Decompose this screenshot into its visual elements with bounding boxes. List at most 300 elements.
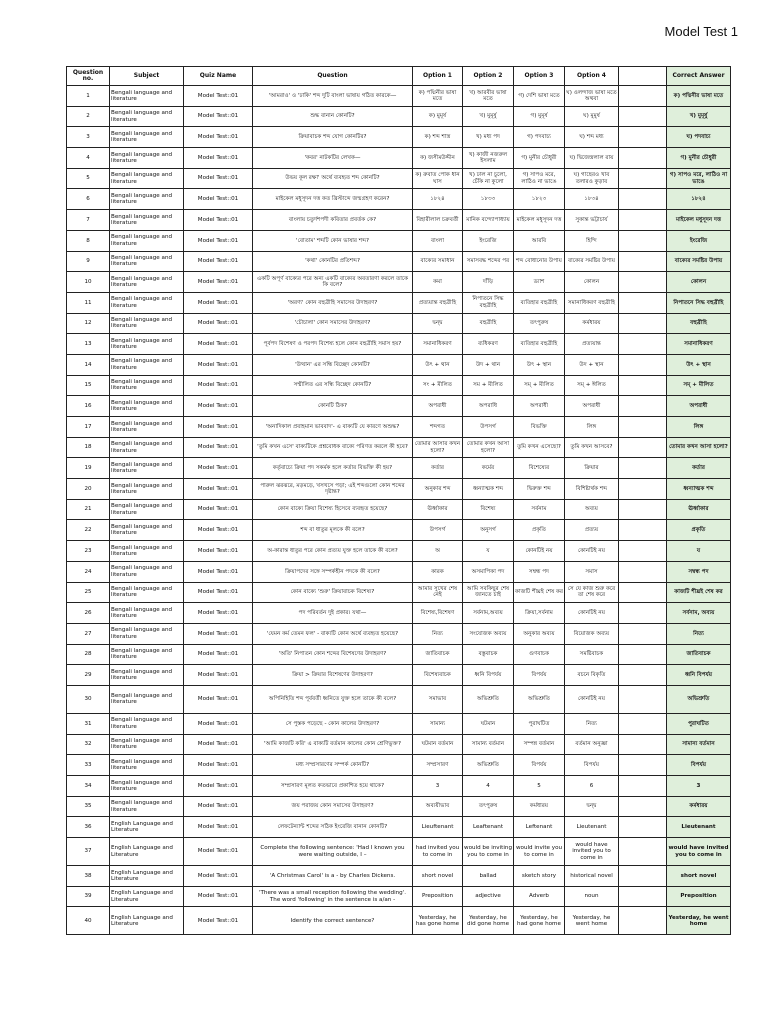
cell-option-3: শব্দ বোধানোর উপায় [514,251,565,272]
cell-question: পূর্বপদ বিশেষণ ও পরপদ বিশেষ্য হলে কোন বহুব্রীহি সমাস হয়? [253,334,413,355]
cell-correct-answer: বাক্যের সমষ্টির উপায় [667,251,731,272]
cell-subject: Bengali language and literature [110,644,184,665]
cell-subject: Bengali language and literature [110,334,184,355]
cell-option-3: ক্রিয়া,সর্বনাম [514,603,565,624]
cell-option-4: বিশিষ্টার্থক শব্দ [565,479,619,500]
header-option-4: Option 4 [565,67,619,86]
question-table [66,66,731,935]
cell-quiz-name: Model Test::01 [184,292,253,313]
table-row [67,127,731,148]
cell-option-4: সে যে কাজ শুরু করে তা শেষ করে [565,582,619,603]
cell-option-2: তৎপুরুষ [463,796,514,817]
cell-subject: Bengali language and literature [110,148,184,169]
cell-option-3: Leftenant [514,817,565,838]
table-row [67,86,731,107]
cell-question: 'আমরাও' ও 'ঢাকি' শব্দ দুটি বাংলা ভাষায় গঠিত কারকে— [253,86,413,107]
cell-option-2: সংযোজক অব্যয় [463,623,514,644]
cell-correct-answer: য [667,541,731,562]
cell-quiz-name: Model Test::01 [184,417,253,438]
cell-question-no: 11 [67,292,110,313]
cell-quiz-name: Model Test::01 [184,168,253,189]
cell-correct-answer: ক) পদ্মিনীর ভাষা মতে [667,86,731,107]
cell-blank [619,796,667,817]
table-row [67,230,731,251]
cell-option-2: বিশেষ্য [463,499,514,520]
table-row [67,685,731,713]
cell-blank [619,86,667,107]
table-row [67,907,731,935]
cell-question: 'বোতাম' শব্দটি কোন ভাষার শব্দ? [253,230,413,251]
cell-option-4: noun [565,886,619,907]
table-row [67,817,731,838]
cell-correct-answer: সর্বনাম, অব্যয় [667,603,731,624]
cell-correct-answer: ঘ) পদবাচ্য [667,127,731,148]
table-row [67,292,731,313]
cell-question: 'There was a small reception following the wedding'. The word 'following' in the sentence is a/an - [253,886,413,907]
cell-question-no: 36 [67,817,110,838]
cell-question: মাইকেল মধুসূদন দত্ত কত খ্রিস্টাব্দে জন্মগ্রহণ করেন? [253,189,413,210]
cell-option-3: গ) মুনীর চৌধুরী [514,148,565,169]
cell-quiz-name: Model Test::01 [184,189,253,210]
cell-option-1: ক) রুবাত পোক ধান ঘাস [413,168,463,189]
cell-option-4: সম্ + ঈলিত [565,375,619,396]
cell-subject: Bengali language and literature [110,685,184,713]
cell-option-2: য [463,541,514,562]
cell-question-no: 37 [67,838,110,866]
cell-quiz-name: Model Test::01 [184,603,253,624]
cell-subject: Bengali language and literature [110,354,184,375]
cell-question: বাংলায় চতুর্দশপদী কবিতার প্রবর্তক কে? [253,210,413,231]
cell-blank [619,866,667,887]
cell-option-4: Yesterday, he went home [565,907,619,935]
cell-quiz-name: Model Test::01 [184,817,253,838]
cell-question: কোন বাক্যে 'শুরু' ক্রিয়াবাচক বিশেষ্য? [253,582,413,603]
header-question: Question [253,67,413,86]
cell-option-4: ১৮৩৪ [565,189,619,210]
cell-option-4: কোনটিই নয় [565,685,619,713]
cell-option-1: had invited you to come in [413,838,463,866]
cell-option-2: ballad [463,866,514,887]
cell-option-2: অভিশ্রুতি [463,755,514,776]
cell-option-3: sketch story [514,866,565,887]
cell-question-no: 13 [67,334,110,355]
cell-question: কর্তৃবাচ্যে ক্রিয়া পদ সকর্মক হলে কর্তার বিভক্তি কী হয়? [253,458,413,479]
cell-question-no: 20 [67,479,110,500]
cell-question-no: 6 [67,189,110,210]
cell-correct-answer: ইংরেজি [667,230,731,251]
cell-correct-answer: সম্ + মীলিত [667,375,731,396]
cell-question-no: 27 [67,623,110,644]
cell-question: সম্মীলিত এর সন্ধি বিচ্ছেদ কোনটি? [253,375,413,396]
cell-option-4: ঘ) দ্বিজেন্দ্রলাল রায় [565,148,619,169]
cell-option-2: অসমাপিকা পদ [463,561,514,582]
cell-option-2: সর্বনাম,অব্যয় [463,603,514,624]
cell-quiz-name: Model Test::01 [184,106,253,127]
cell-option-2: আমি সবকিছুর শেষ জানতে চাই [463,582,514,603]
cell-option-1: উৎ + থান [413,354,463,375]
cell-option-1: সমাভাব [413,685,463,713]
cell-question-no: 19 [67,458,110,479]
cell-question-no: 23 [67,541,110,562]
cell-option-2: Yesterday, he did gone home [463,907,514,935]
cell-option-2: উদ + থান [463,354,514,375]
table-row [67,168,731,189]
cell-subject: English Language and Literature [110,866,184,887]
cell-blank [619,292,667,313]
cell-option-1: সমানাধিকরণ [413,334,463,355]
cell-question-no: 16 [67,396,110,417]
cell-question-no: 7 [67,210,110,231]
cell-subject: Bengali language and literature [110,210,184,231]
cell-option-2: খ) মুমূর্ষু [463,106,514,127]
cell-option-3: গ) দেশি ভাষা মতে [514,86,565,107]
cell-correct-answer: পুরাঘটিত [667,713,731,734]
cell-question: শুদ্ধ বানান কোনটি? [253,106,413,127]
cell-question: Identify the correct sentence? [253,907,413,935]
cell-question: 'চৌচালা' কোন সমাসের উদাহরণ? [253,313,413,334]
table-row [67,796,731,817]
cell-quiz-name: Model Test::01 [184,127,253,148]
cell-quiz-name: Model Test::01 [184,886,253,907]
cell-correct-answer: সমানাধিকরণ [667,334,731,355]
cell-subject: Bengali language and literature [110,189,184,210]
cell-option-4: সমানাধিকরণ বহুব্রীহি [565,292,619,313]
cell-option-4: উদ + স্থান [565,354,619,375]
cell-quiz-name: Model Test::01 [184,148,253,169]
table-body [67,86,731,935]
cell-option-3: মাইকেল মধুসূদন দত্ত [514,210,565,231]
table-row [67,189,731,210]
cell-option-4: তুমি কখন আসবে? [565,437,619,458]
table-row [67,644,731,665]
cell-subject: Bengali language and literature [110,582,184,603]
cell-subject: Bengali language and literature [110,541,184,562]
cell-option-1: নিত্য [413,623,463,644]
table-row [67,713,731,734]
cell-blank [619,755,667,776]
cell-question: ক্রিয়া > ক্রিয়ার বিশেষণের উদাহরণ? [253,665,413,686]
cell-quiz-name: Model Test::01 [184,375,253,396]
cell-option-1: কারক [413,561,463,582]
cell-correct-answer: গ) মুনীর চৌধুরী [667,148,731,169]
cell-quiz-name: Model Test::01 [184,665,253,686]
cell-option-4: ঘ) শব্দ মধ্য [565,127,619,148]
cell-blank [619,189,667,210]
cell-question-no: 8 [67,230,110,251]
cell-question: ক্রিয়াপদের সঙ্গে সম্পর্কহীন পদকে কী বলে? [253,561,413,582]
cell-blank [619,838,667,866]
cell-option-3: বিপর্যয় [514,665,565,686]
cell-option-2: সামান্য বর্তমান [463,734,514,755]
table-row [67,313,731,334]
cell-blank [619,582,667,603]
cell-subject: Bengali language and literature [110,272,184,293]
cell-option-4: প্রত্যয়ান্ত [565,334,619,355]
cell-option-2: তোমার কখন আসা হলো? [463,437,514,458]
cell-option-4: অপরাধী [565,396,619,417]
cell-question: শব্দ বা ধাতুর মূলকে কী বলে? [253,520,413,541]
table-row [67,479,731,500]
table-row [67,776,731,797]
cell-question: কোনটি ঠিক? [253,396,413,417]
cell-question: অপিনিহিতি শব্দ পূর্ববর্তী ধ্বনিতে যুক্ত হলে তাকে কী বলে? [253,685,413,713]
table-row [67,623,731,644]
cell-option-3: বিশেষ্যের [514,458,565,479]
header-quiz-name: Quiz Name [184,67,253,86]
cell-blank [619,520,667,541]
cell-question-no: 25 [67,582,110,603]
cell-correct-answer: তোমার কখন আসা হলো? [667,437,731,458]
table-row [67,838,731,866]
cell-option-4: Lieutenant [565,817,619,838]
cell-question-no: 24 [67,561,110,582]
cell-option-3: গুণবাচক [514,644,565,665]
cell-option-4: ক্রিয়ার [565,458,619,479]
cell-option-3: অনুকার অব্যয় [514,623,565,644]
cell-blank [619,499,667,520]
cell-option-1: ঊর্ধ্বাকার [413,499,463,520]
cell-option-1: ক) পদ্মিনীর ভাষা মতে [413,86,463,107]
cell-option-1: বাক্যের সমাধান [413,251,463,272]
cell-quiz-name: Model Test::01 [184,479,253,500]
cell-option-1: সং + মীলিত [413,375,463,396]
cell-option-1: ক) মুমূর্ষ [413,106,463,127]
cell-option-4: নিত্য [565,713,619,734]
cell-option-3: সর্বনাম [514,499,565,520]
cell-subject: Bengali language and literature [110,230,184,251]
cell-quiz-name: Model Test::01 [184,230,253,251]
cell-blank [619,375,667,396]
cell-option-1: তোমার আসার কখন হলো? [413,437,463,458]
cell-option-1: ঘটমান বর্তমান [413,734,463,755]
cell-subject: Bengali language and literature [110,251,184,272]
table-row [67,603,731,624]
cell-option-1: শব্দগত [413,417,463,438]
cell-quiz-name: Model Test::01 [184,866,253,887]
cell-subject: English Language and Literature [110,817,184,838]
cell-quiz-name: Model Test::01 [184,313,253,334]
cell-blank [619,127,667,148]
table-row [67,520,731,541]
cell-option-2: ধ্বন্যাত্মক শব্দ [463,479,514,500]
cell-correct-answer: ধ্বন্যাত্মক শব্দ [667,479,731,500]
cell-question: উভয় কূল রক্ষা' অর্থে ব্যবহৃত শব্দ কোনটি? [253,168,413,189]
table-row [67,886,731,907]
cell-question: 'আমি কাজটি করি' এ বাক্যটি বর্তমান কালের কোন শ্রেণিভুক্ত? [253,734,413,755]
cell-subject: Bengali language and literature [110,437,184,458]
cell-option-1: বিশেষ্য,বিশেষণ [413,603,463,624]
cell-question-no: 3 [67,127,110,148]
cell-option-3: প্রকৃতি [514,520,565,541]
cell-blank [619,623,667,644]
cell-subject: Bengali language and literature [110,520,184,541]
table-row [67,354,731,375]
cell-blank [619,437,667,458]
table-row [67,582,731,603]
header-option-2: Option 2 [463,67,514,86]
page-title: Model Test 1 [664,24,738,39]
cell-blank [619,644,667,665]
cell-question-no: 4 [67,148,110,169]
cell-question-no: 22 [67,520,110,541]
cell-option-1: ১৮২৪ [413,189,463,210]
cell-quiz-name: Model Test::01 [184,776,253,797]
cell-quiz-name: Model Test::01 [184,396,253,417]
cell-quiz-name: Model Test::01 [184,437,253,458]
cell-blank [619,561,667,582]
cell-option-1: Yesterday, he has gone home [413,907,463,935]
cell-subject: Bengali language and literature [110,86,184,107]
cell-question-no: 18 [67,437,110,458]
cell-quiz-name: Model Test::01 [184,796,253,817]
cell-option-1: অপরাধী [413,396,463,417]
cell-option-4: বিয়োজক অব্যয় [565,623,619,644]
cell-option-4: অব্যয় [565,499,619,520]
cell-correct-answer: সামান্য বর্তমান [667,734,731,755]
cell-subject: Bengali language and literature [110,106,184,127]
cell-option-3: অভিশ্রুতি [514,685,565,713]
cell-blank [619,210,667,231]
table-row [67,375,731,396]
cell-quiz-name: Model Test::01 [184,907,253,935]
cell-option-1: বাংলা [413,230,463,251]
cell-correct-answer: Preposition [667,886,731,907]
cell-option-4: কোলন [565,272,619,293]
cell-option-2: ঘটমান [463,713,514,734]
cell-question-no: 17 [67,417,110,438]
cell-subject: Bengali language and literature [110,776,184,797]
cell-question-no: 39 [67,886,110,907]
cell-quiz-name: Model Test::01 [184,334,253,355]
cell-blank [619,886,667,907]
table-row [67,334,731,355]
header-correct-answer: Correct Answer [667,67,731,86]
cell-blank [619,713,667,734]
cell-option-1: Preposition [413,886,463,907]
cell-option-2: 4 [463,776,514,797]
cell-option-1: ক) শব্দ শাস্ত্র [413,127,463,148]
cell-option-2: সমাসবদ্ধ শব্দের পর [463,251,514,272]
cell-option-2: বহুব্রীহি [463,313,514,334]
cell-question-no: 30 [67,685,110,713]
cell-subject: Bengali language and literature [110,499,184,520]
cell-quiz-name: Model Test::01 [184,713,253,734]
cell-question: 'অরণ্য' কোন বহুব্রীহি সমাসের উদাহরণ? [253,292,413,313]
cell-question: 'কথা' কোনটির প্রতিশব্দ? [253,251,413,272]
cell-question-no: 5 [67,168,110,189]
cell-option-3: গ) সাপও মরে, লাঠিও না ভাঙে [514,168,565,189]
cell-option-2: খ) আরবীর ভাষা মতে [463,86,514,107]
cell-question: মধ্য সম্প্রসারণের সম্পর্ক কোনটি? [253,755,413,776]
cell-option-1: বিহারীলাল চক্রবর্তী [413,210,463,231]
cell-option-2: কর্মের [463,458,514,479]
cell-quiz-name: Model Test::01 [184,86,253,107]
cell-option-3: গ) মুমূর্ষ [514,106,565,127]
cell-question-no: 40 [67,907,110,935]
cell-option-1: কমা [413,272,463,293]
cell-question-no: 14 [67,354,110,375]
cell-quiz-name: Model Test::01 [184,499,253,520]
cell-option-2: খ) মধ্য পদ [463,127,514,148]
cell-correct-answer: ধ্বনি বিপর্যয় [667,665,731,686]
cell-quiz-name: Model Test::01 [184,734,253,755]
cell-option-1: সামান্য [413,713,463,734]
cell-question: লেফটেন্যান্ট শব্দের সঠিক ইংরেজি বানান কোনটি? [253,817,413,838]
cell-subject: Bengali language and literature [110,755,184,776]
cell-option-3: বিভক্তি [514,417,565,438]
cell-question: Complete the following sentence: 'Had I known you were waiting outside, I – [253,838,413,866]
cell-option-1: অ [413,541,463,562]
cell-option-1: প্রত্যয়ান্ত বহুব্রীহি [413,292,463,313]
cell-subject: Bengali language and literature [110,313,184,334]
table-row [67,734,731,755]
cell-subject: Bengali language and literature [110,168,184,189]
cell-correct-answer: লিঙ্গ [667,417,731,438]
cell-option-3: ড্যাশ [514,272,565,293]
cell-question: 'উত্থান' এর সন্ধি বিচ্ছেদ কোনটি? [253,354,413,375]
table-row [67,665,731,686]
header-option-3: Option 3 [514,67,565,86]
cell-correct-answer: নিত্য [667,623,731,644]
cell-question: পারুল ঝরঝরে, মড়মড়ে, খসখসে পড়া; এই শব্দগুলো কোন শব্দের দৃষ্টান্ত? [253,479,413,500]
cell-blank [619,603,667,624]
cell-correct-answer: বহুব্রীহি [667,313,731,334]
cell-blank [619,148,667,169]
table-row [67,148,731,169]
cell-correct-answer: গ) সাপও মরে, লাঠিও না ভাঙে [667,168,731,189]
table-row [67,458,731,479]
cell-option-4: 6 [565,776,619,797]
cell-option-3: বিপর্যয় [514,755,565,776]
cell-correct-answer: would have invited you to come in [667,838,731,866]
header-option-1: Option 1 [413,67,463,86]
cell-option-4: সুকান্ত ভট্টাচার্য [565,210,619,231]
table-row [67,251,731,272]
table-row [67,272,731,293]
cell-question-no: 21 [67,499,110,520]
cell-question: 'কবর' নাটকটির লেখক— [253,148,413,169]
cell-option-4: কোনটিই নয় [565,603,619,624]
cell-question-no: 9 [67,251,110,272]
cell-option-4: দ্বন্দ্ব [565,796,619,817]
cell-option-1: 3 [413,776,463,797]
cell-subject: Bengali language and literature [110,734,184,755]
cell-correct-answer: কাজটি শীঘ্রই শেষ কর [667,582,731,603]
table-row [67,210,731,231]
cell-question-no: 28 [67,644,110,665]
cell-question-no: 35 [67,796,110,817]
header-row [67,67,731,86]
cell-question-no: 29 [67,665,110,686]
cell-question: সে পুস্তক পড়েছে - কোন কালের উদাহরণ? [253,713,413,734]
cell-option-3: সম্বন্ধ পদ [514,561,565,582]
cell-option-2: ইংরেজি [463,230,514,251]
cell-option-3: পুরাঘটিত [514,713,565,734]
cell-blank [619,168,667,189]
cell-option-2: অনুসর্গ [463,520,514,541]
cell-question: একটি অপূর্ণ বাক্যের পরে অন্য একটি বাক্যের অবতারণা করলে তাকে কি বলে? [253,272,413,293]
cell-blank [619,541,667,562]
cell-option-1: আমার সুখের শেষ নেই [413,582,463,603]
cell-option-2: ব্যধিকরণ [463,334,514,355]
cell-correct-answer: উৎ + স্থান [667,354,731,375]
cell-quiz-name: Model Test::01 [184,354,253,375]
cell-option-1: জাতিবাচক [413,644,463,665]
cell-correct-answer: Lieutenant [667,817,731,838]
cell-subject: English Language and Literature [110,838,184,866]
cell-question-no: 26 [67,603,110,624]
cell-option-3: would invite you to come in [514,838,565,866]
